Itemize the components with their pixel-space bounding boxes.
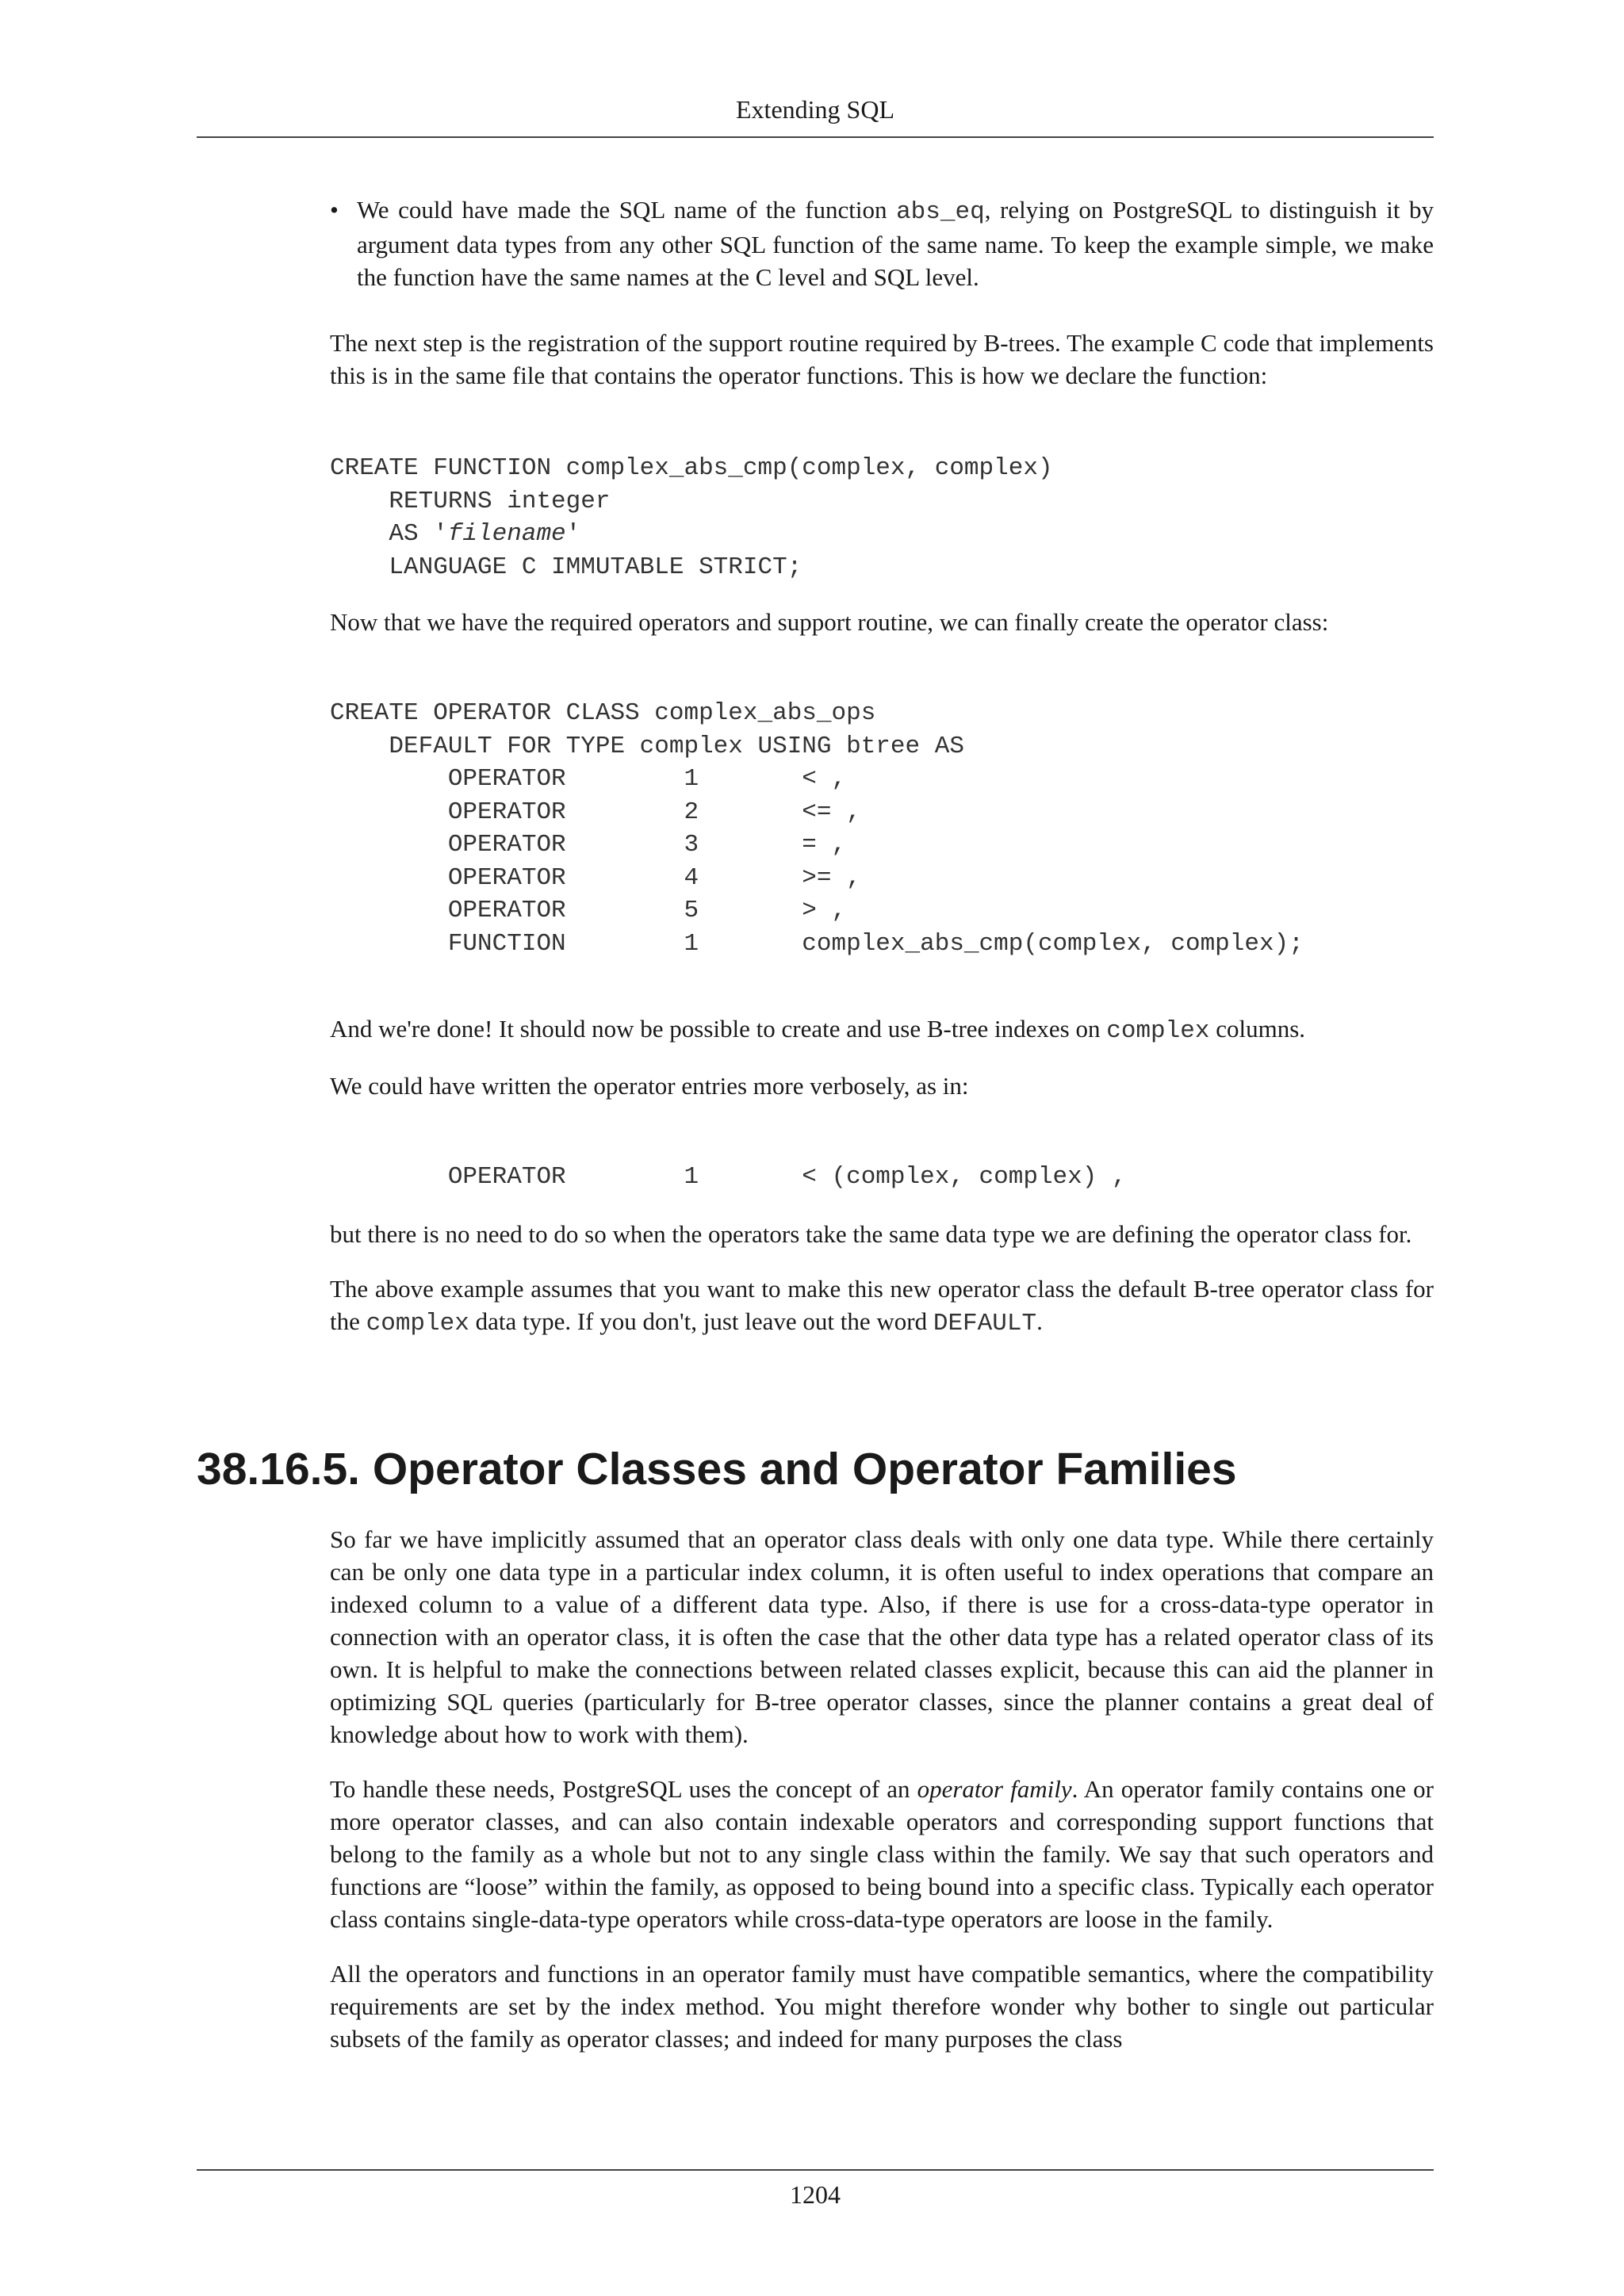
section-title: 38.16.5. Operator Classes and Operator Families [197, 1444, 1237, 1494]
section-content [330, 1523, 1434, 2055]
page-number: 1204 [790, 2180, 841, 2209]
list-item: • We could have made the SQL name of the function abs_eq, relying on PostgreSQL to distinguish it by argument data types from any other SQL function of the same name. To keep the example simple, we make the function have the same names at the C level and SQL level. [330, 193, 1434, 293]
running-header: Extending SQL [736, 95, 894, 124]
paragraph: And we're done! It should now be possible to create and use B-tree indexes on complex columns. [330, 1015, 1306, 1045]
inline-code: DEFAULT [933, 1309, 1037, 1337]
code-block-verbose: OPERATOR 1 < (complex, complex) , [330, 1163, 1127, 1191]
emphasis: operator family [917, 1775, 1072, 1803]
main-content [330, 193, 1434, 1340]
inline-code: abs_eq [896, 198, 985, 226]
paragraph: The above example assumes that you want to make this new operator class the default B-tree operator class for the complex data type. If you don't, just leave out the word DEFAULT. [330, 1274, 1434, 1337]
paragraph: but there is no need to do so when the operators take the same data type we are defining the operator class for. [330, 1219, 1412, 1248]
paragraph: Now that we have the required operators and support routine, we can finally create the operator class: [330, 608, 1329, 636]
paragraph: To handle these needs, PostgreSQL uses the concept of an operator family. An operator family contains one or more operator classes, and can also contain indexable operators and corresponding support functions that belong to the family as a whole but not to any single class within the family. We say that such operators and functions are “loose” within the family, as opposed to being bound into a specific class. Typically each operator class contains single-data-type operators while cross-data-type operators are loose in the family. [330, 1775, 1434, 1933]
paragraph: All the operators and functions in an operator family must have compatible semantics, where the compatibility requirements are set by the index method. You might therefore wonder why bother to single out particular subsets of the family as operator classes; and indeed for many purposes the class [330, 1960, 1434, 2053]
paragraph: We could have written the operator entries more verbosely, as in: [330, 1072, 969, 1100]
paragraph: The next step is the registration of the support routine required by B-trees. The example C code that implements this is in the same file that contains the operator functions. This is how we declare the function: [330, 329, 1434, 389]
inline-code: complex [366, 1309, 469, 1337]
header-rule [197, 136, 1434, 138]
footer-rule [197, 2169, 1434, 2171]
code-block-function: CREATE FUNCTION complex_abs_cmp(complex, complex) RETURNS integer AS 'filename' LANGUAGE C IMMUTABLE STRICT; [330, 454, 1053, 581]
code-block-operator-class: CREATE OPERATOR CLASS complex_abs_ops DEFAULT FOR TYPE complex USING btree AS OPERATOR 1 < , OPERATOR 2 <= , OPERATOR 3 = , OPERATOR 4 >= , OPERATOR 5 > , FUNCTION 1 complex_abs_cmp(complex, complex); [330, 699, 1304, 958]
bullet-list [330, 193, 1434, 293]
inline-code: complex [1106, 1017, 1210, 1045]
bullet-icon: • [330, 196, 339, 224]
paragraph: So far we have implicitly assumed that an operator class deals with only one data type. While there certainly can be only one data type in a particular index column, it is often useful to index operations that compare an indexed column to a value of a different data type. Also, if there is use for a cross-data-type operator in connection with an operator class, it is often the case that the other data type has a related operator class of its own. It is helpful to make the connections between related classes explicit, because this can aid the planner in optimizing SQL queries (particularly for B-tree operator classes, since the planner contains a great deal of knowledge about how to work with them). [330, 1525, 1434, 1748]
